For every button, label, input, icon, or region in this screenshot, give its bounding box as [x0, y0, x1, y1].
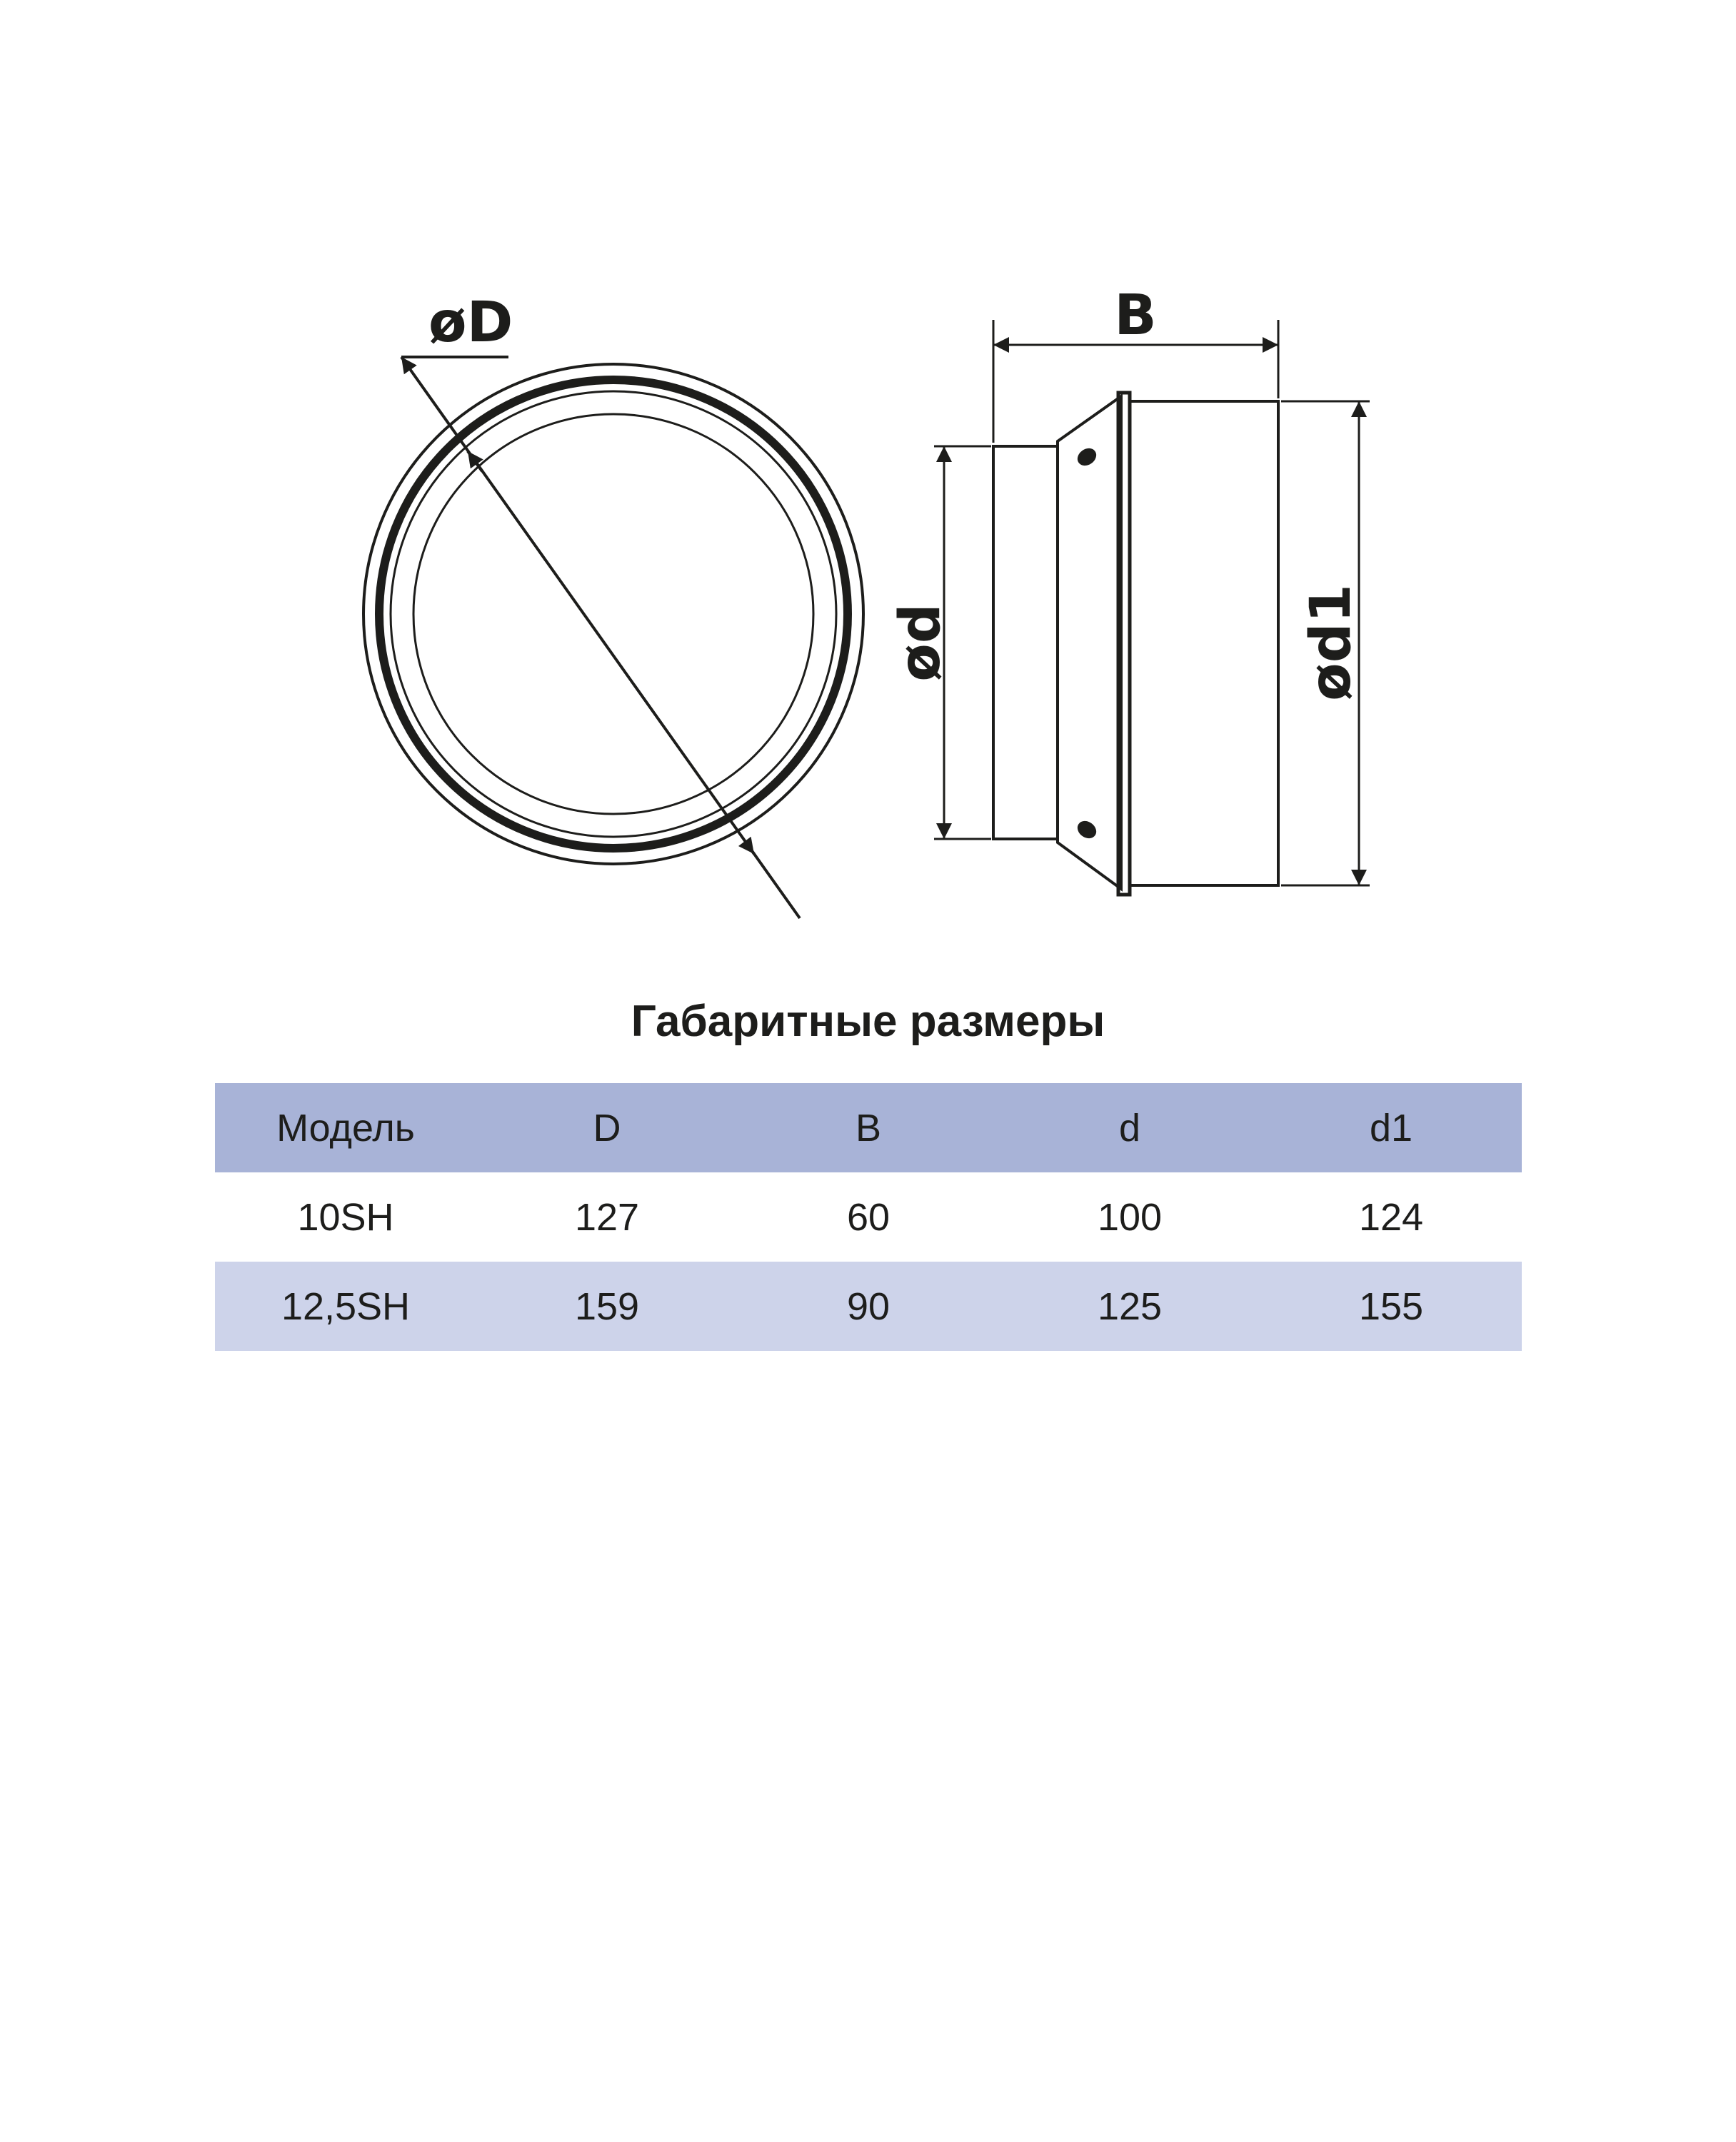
label-length: B: [1114, 283, 1157, 348]
side-view: [993, 393, 1278, 895]
diameter-D-arrow-outer: [468, 451, 482, 471]
cell-D: 127: [574, 1195, 640, 1239]
cell-D: 159: [574, 1284, 640, 1328]
header-d1: d1: [1369, 1106, 1413, 1150]
header-model: Модель: [276, 1106, 415, 1150]
table-header-row: [215, 1083, 1522, 1172]
rivet-bottom: [1076, 820, 1098, 840]
cell-d: 125: [1097, 1284, 1163, 1328]
rivet-top: [1076, 447, 1098, 468]
cell-d1: 124: [1358, 1195, 1424, 1239]
small-spigot: [993, 446, 1058, 839]
cell-d1: 155: [1358, 1284, 1424, 1328]
diameter-D-dimension: [401, 357, 800, 918]
label-outer-diameter: øD: [428, 291, 513, 355]
label-large-diameter: ød1: [1299, 584, 1363, 701]
table-row: [215, 1172, 1522, 1262]
flange-ring-circle: [379, 380, 848, 848]
cell-model: 12,5SH: [281, 1284, 411, 1328]
front-view: [363, 364, 863, 864]
header-d: d: [1118, 1106, 1141, 1150]
header-D: D: [593, 1106, 621, 1150]
label-small-diameter: ød: [888, 603, 953, 682]
diameter-D-arrow-inner: [750, 848, 754, 854]
cell-B: 90: [846, 1284, 890, 1328]
large-sleeve: [1130, 401, 1278, 885]
technical-drawing: [0, 0, 1736, 957]
transition-cone: [1058, 396, 1121, 889]
table-title: Габаритные размеры: [631, 997, 1105, 1046]
size-table: [215, 1083, 1522, 1351]
inner-ring-circle: [391, 391, 836, 837]
bore-circle: [413, 414, 813, 814]
cell-B: 60: [846, 1195, 890, 1239]
diameter-D-line: [401, 357, 800, 918]
cell-model: 10SH: [297, 1195, 394, 1239]
cell-d: 100: [1097, 1195, 1163, 1239]
outer-rim-circle: [363, 364, 863, 864]
header-B: B: [855, 1106, 882, 1150]
flange-collar: [1118, 393, 1130, 895]
table-row: [215, 1262, 1522, 1351]
